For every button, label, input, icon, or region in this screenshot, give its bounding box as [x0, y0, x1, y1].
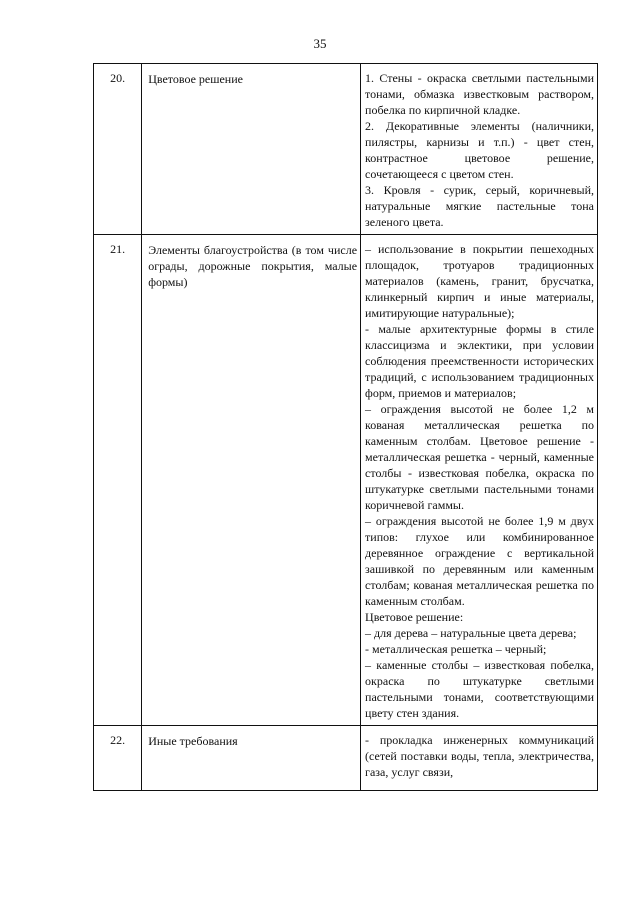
- description-paragraph: – ограждения высотой не более 1,9 м двух типов: глухое или комбинированное деревянное ограждение с вертикальной зашивкой по деревянным или каменным столбам; кованая металлическая решетка по каменным столбам.: [365, 514, 594, 608]
- row-number: 21.: [110, 242, 126, 256]
- table-row: [94, 64, 598, 235]
- row-name: Элементы благоустройства (в том числе ограды, дорожные покрытия, малые формы): [148, 243, 358, 289]
- description-paragraph: Цветовое решение:: [365, 610, 464, 624]
- row-name-cell: [142, 726, 361, 791]
- description-paragraph: - прокладка инженерных коммуникаций (сетей поставки воды, тепла, электричества, газа, услуг связи,: [365, 733, 594, 779]
- row-number-cell: [94, 726, 142, 791]
- row-name: Иные требования: [148, 734, 238, 748]
- row-description-cell: [361, 235, 598, 726]
- row-description-cell: [361, 64, 598, 235]
- description-paragraph: – для дерева – натуральные цвета дерева;: [365, 626, 577, 640]
- description-paragraph: 1. Стены - окраска светлыми пастельными тонами, обмазка известковым раствором, побелка по кирпичной кладке.: [365, 71, 594, 117]
- description-paragraph: - малые архитектурные формы в стиле классицизма и эклектики, при условии соблюдения преемственности исторических традиций, с использованием традиционных форм, приемов и материалов;: [365, 322, 594, 400]
- description-paragraph: – использование в покрытии пешеходных площадок, тротуаров традиционных материалов (камень, гранит, брусчатка, клинкерный кирпич и иные материалы, имитирующие натуральные);: [365, 242, 594, 320]
- requirements-table: [93, 63, 598, 791]
- row-description-cell: [361, 726, 598, 791]
- description-paragraph: – ограждения высотой не более 1,2 м кованая металлическая решетка по каменным столбам. Цветовое решение - металлическая решетка - черный, каменные столбы - известковая побелка, окраска по штукатурке светлыми пастельными тонами коричневой гаммы.: [365, 402, 594, 512]
- description-paragraph: – каменные столбы – известковая побелка, окраска по штукатурке светлыми пастельными тонами, соответствующими цвету стен здания.: [365, 658, 594, 720]
- table-row: [94, 726, 598, 791]
- description-paragraph: 3. Кровля - сурик, серый, коричневый, натуральные мягкие пастельные тона зеленого цвета.: [365, 183, 594, 229]
- page-number: 35: [313, 36, 327, 51]
- description-paragraph: - металлическая решетка – черный;: [365, 642, 547, 656]
- row-number-cell: [94, 64, 142, 235]
- row-name-cell: [142, 64, 361, 235]
- description-paragraph: 2. Декоративные элементы (наличники, пилястры, карнизы и т.п.) - цвет стен, контрастное цветовое решение, сочетающееся с цветом стен.: [365, 119, 594, 181]
- table-row: [94, 235, 598, 726]
- row-number-cell: [94, 235, 142, 726]
- row-number: 20.: [110, 71, 126, 85]
- row-name-cell: [142, 235, 361, 726]
- row-number: 22.: [110, 733, 126, 747]
- row-name: Цветовое решение: [148, 72, 243, 86]
